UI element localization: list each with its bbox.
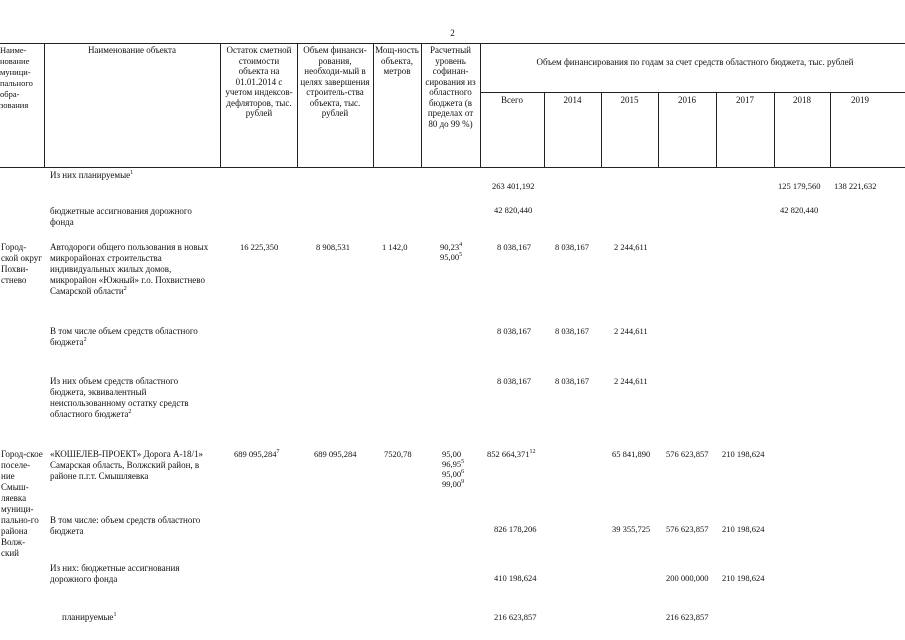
header-year-2014: 2014	[563, 95, 582, 105]
header-funding-by-years: Объем финансирования по годам за счет средств областного бюджета, тыс. рублей	[536, 57, 854, 67]
cell-2014: 8 038,167	[555, 376, 589, 386]
cell-2015: 2 244,611	[614, 326, 648, 336]
cell-remaining-cost: 689 095,284$^7$	[234, 449, 280, 459]
header-year-2016: 2016	[678, 95, 696, 105]
header-year-2018: 2018	[793, 95, 811, 105]
cell-2014: 8 038,167	[555, 326, 589, 336]
cell-2017: 210 198,624	[722, 449, 765, 459]
table-row: В том числе: объем средств областного бюджета	[50, 515, 201, 536]
cell-capacity: 1 142,0	[382, 242, 408, 252]
cell-cofinancing: 99,00$^9$	[442, 479, 465, 489]
header-capacity: Мощ-ность объекта, метров	[375, 45, 419, 76]
header-funding-volume: Объем финанси-рования, необходи-мый в целях завершения строитель-ства объекта, тыс. рублей	[300, 45, 370, 118]
row-label: планируемые	[62, 612, 114, 622]
table-row	[50, 326, 215, 348]
cell-2015: 2 244,611	[614, 242, 648, 252]
table-row	[50, 242, 218, 297]
cell-cofinancing: 90,23$^4$	[440, 242, 463, 252]
cell-2016: 200 000,000	[666, 573, 709, 583]
cell-total: 826 178,206	[494, 524, 537, 534]
header-cofinancing-level: Расчетный уровень софинан-сирования из областного бюджета (в пределах от 80 до 99 %)	[425, 45, 476, 129]
header-year-2015: 2015	[620, 95, 639, 105]
table-row: Из них: бюджетные ассигнования дорожного фонда	[50, 563, 180, 584]
cell-total: 42 820,440	[494, 205, 533, 215]
table-header	[0, 43, 905, 168]
cell-2019: 138 221,632	[834, 181, 877, 191]
page-number: 2	[450, 28, 455, 38]
header-remaining-cost: Остаток сметной стоимости объекта на 01.01.2014 с учетом индексов-дефляторов, тыс. рублей	[225, 45, 293, 118]
footnote-mark: 1	[130, 170, 134, 176]
cell-funding-volume: 8 908,531	[316, 242, 350, 252]
cell-2017: 210 198,624	[722, 524, 765, 534]
table-row	[62, 612, 212, 623]
object-name: Автодороги общего пользования в новых микрорайонах строительства индивидуальных жилых домов, микрорайон «Южный» г.о. Похвистнево Самарской области	[50, 242, 209, 296]
cell-2016: 576 623,857	[666, 449, 709, 459]
cell-2014: 8 038,167	[555, 242, 589, 252]
header-year-2017: 2017	[736, 95, 754, 105]
cell-cofinancing: 95,00$^5$	[440, 252, 463, 262]
row-label: Из них планируемые	[50, 170, 131, 180]
cell-cofinancing: 95,00$^6$	[442, 469, 465, 479]
table-row: бюджетные ассигнования дорожного фонда	[50, 206, 192, 227]
cell-remaining-cost: 16 225,350	[240, 242, 279, 252]
table-row	[50, 170, 215, 181]
cell-funding-volume: 689 095,284	[314, 449, 357, 459]
header-year-total: Всего	[500, 95, 524, 105]
footnote-mark: 2	[123, 286, 127, 292]
cell-total: 410 198,624	[494, 573, 537, 583]
cell-2016: 576 623,857	[666, 524, 709, 534]
footnote-mark: 1	[113, 612, 117, 618]
cell-2018: 42 820,440	[780, 205, 819, 215]
cell-total: 263 401,192	[492, 181, 535, 191]
cell-cofinancing: 96,95$^5$	[442, 459, 465, 469]
header-object-name: Наименование объекта	[87, 45, 177, 55]
cell-2015: 65 841,890	[612, 449, 651, 459]
row-label: В том числе объем средств областного бюджета	[50, 326, 198, 347]
table-row	[50, 376, 215, 420]
cell-capacity: 7520,78	[384, 449, 412, 459]
cell-2015: 39 355,725	[612, 524, 651, 534]
municipality-name: Город-ской округ Похви-стнево	[1, 242, 42, 285]
cell-2018: 125 179,560	[778, 181, 821, 191]
cell-total: 8 038,167	[497, 376, 531, 386]
cell-2016: 216 623,857	[666, 612, 709, 622]
municipality-name: Город-ское поселе-ние Смыш-ляевка муници-пально-го района Волж-ский	[1, 449, 43, 558]
footnote-mark: 2	[128, 409, 132, 415]
cell-total: 8 038,167	[497, 242, 531, 252]
cell-2017: 210 198,624	[722, 573, 765, 583]
header-municipality: Наиме-нование муници-пального обра-зования	[0, 45, 33, 110]
cell-2015: 2 244,611	[614, 376, 648, 386]
row-label: Из них объем средств областного бюджета, эквивалентный неиспользованному остатку средств областного бюджета	[50, 376, 189, 419]
cell-total: 852 664,371$^{12}$	[487, 449, 536, 459]
footnote-mark: 2	[83, 337, 87, 343]
table-row: «КОШЕЛЕВ-ПРОЕКТ» Дорога А-18/1» Самарская область, Волжский район, в районе п.г.т. Смышляевка	[50, 449, 204, 481]
cell-cofinancing: 95,00	[442, 449, 462, 459]
cell-total: 8 038,167	[497, 326, 531, 336]
header-year-2019: 2019	[851, 95, 869, 105]
cell-total: 216 623,857	[494, 612, 537, 622]
